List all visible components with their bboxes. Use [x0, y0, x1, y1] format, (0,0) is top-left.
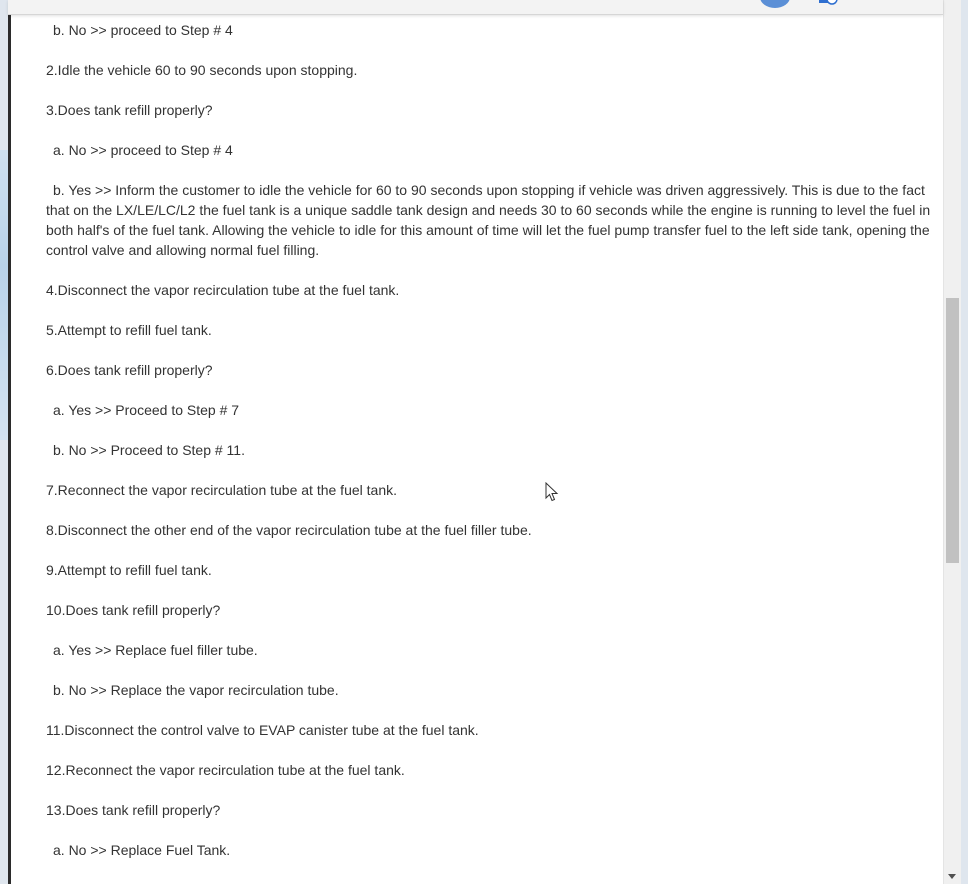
procedure-line: 6.Does tank refill properly? [46, 362, 213, 378]
procedure-line: 12.Reconnect the vapor recirculation tube at the fuel tank. [46, 762, 405, 778]
procedure-line: b. No >> Proceed to Step # 11. [53, 442, 245, 458]
procedure-line: a. No >> proceed to Step # 4 [53, 142, 233, 158]
window-edge [961, 0, 968, 884]
procedure-line: 4.Disconnect the vapor recirculation tube at the fuel tank. [46, 282, 400, 298]
top-toolbar [8, 0, 943, 15]
procedure-line: a. Yes >> Proceed to Step # 7 [53, 402, 240, 418]
toolbar-fragment [126, 0, 132, 1]
procedure-line: b. No >> Replace the vapor recirculation tube. [53, 682, 339, 698]
procedure-line: 2.Idle the vehicle 60 to 90 seconds upon stopping. [46, 62, 358, 78]
scrollbar-thumb[interactable] [946, 298, 959, 563]
scroll-down-arrow-icon[interactable] [948, 874, 956, 879]
procedure-line [46, 180, 936, 260]
document-icon[interactable] [818, 0, 838, 5]
procedure-line: 7.Reconnect the vapor recirculation tube at the fuel tank. [46, 482, 397, 498]
procedure-line-text: b. Yes >> Inform the customer to idle the vehicle for 60 to 90 seconds upon stopping if vehicle was driven aggressively. This is due to the fact that on the LX/LE/LC/L2 the fuel tank is a unique saddle tank design and needs 30 to 60 seconds while the engine is running to level the fuel in both half's of the fuel tank. Allowing the vehicle to idle for this amount of time will let the fuel pump transfer fuel to the left side tank, opening the control valve and allowing normal fuel filling. [46, 182, 931, 258]
procedure-line: 13.Does tank refill properly? [46, 802, 221, 818]
procedure-line: 3.Does tank refill properly? [46, 102, 213, 118]
procedure-line: 10.Does tank refill properly? [46, 602, 221, 618]
procedure-line: a. Yes >> Replace fuel filler tube. [53, 642, 258, 658]
user-avatar-icon[interactable] [760, 0, 790, 8]
document-content [46, 20, 936, 880]
procedure-line: a. No >> Replace Fuel Tank. [53, 842, 231, 858]
procedure-line: 5.Attempt to refill fuel tank. [46, 322, 212, 338]
document-window [11, 0, 944, 884]
mouse-pointer-icon [545, 482, 559, 502]
procedure-line: 8.Disconnect the other end of the vapor recirculation tube at the fuel filler tube. [46, 522, 532, 538]
procedure-line: b. No >> proceed to Step # 4 [53, 22, 233, 38]
procedure-line: 11.Disconnect the control valve to EVAP canister tube at the fuel tank. [46, 722, 479, 738]
vertical-scrollbar[interactable] [943, 0, 961, 884]
procedure-line: 9.Attempt to refill fuel tank. [46, 562, 212, 578]
